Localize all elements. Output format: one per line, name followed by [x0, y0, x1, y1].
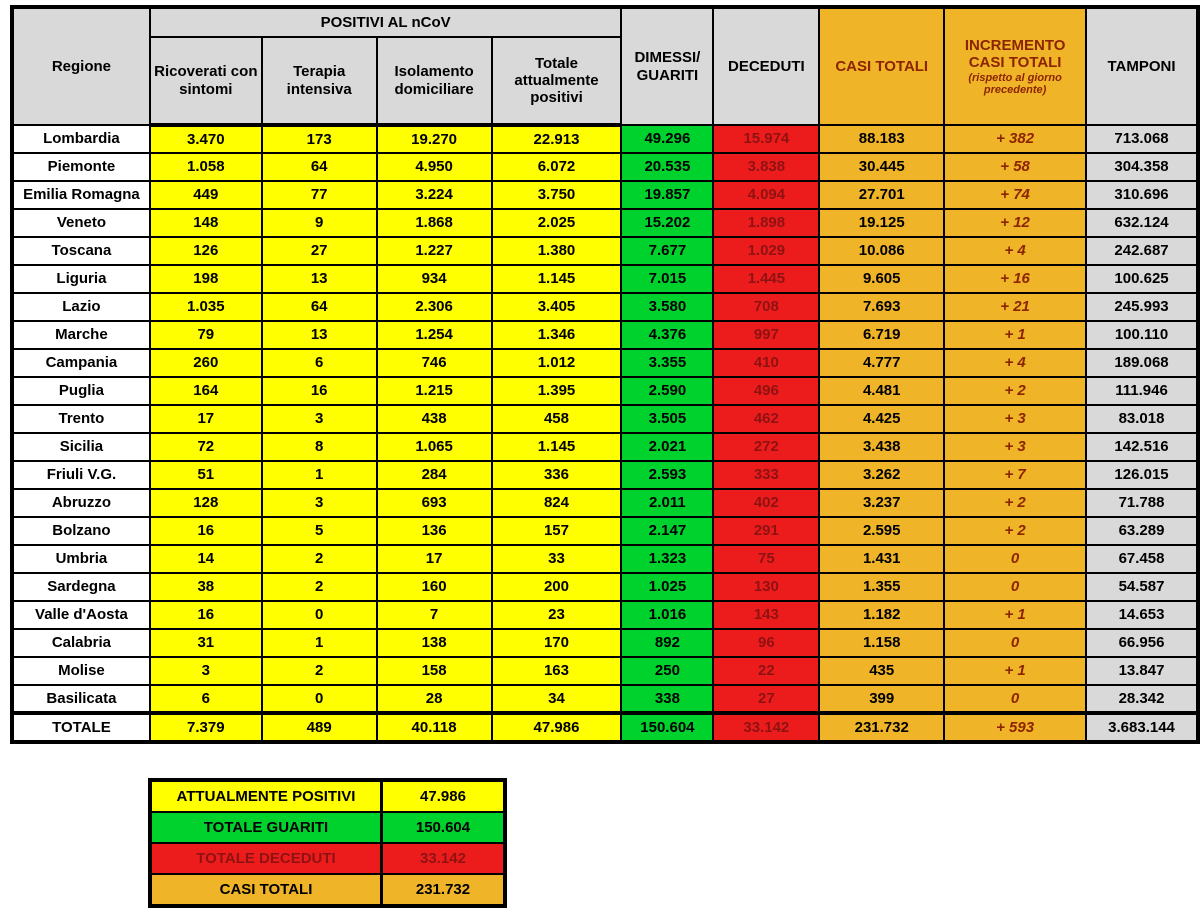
totale-positivi-cell: 6.072	[492, 153, 622, 181]
incremento-cell: + 4	[944, 237, 1086, 265]
totale-positivi-cell: 23	[492, 601, 622, 629]
casi-totali-cell: 4.481	[819, 377, 944, 405]
positivi-group-header: POSITIVI AL nCoV	[150, 7, 622, 37]
summary-value: 150.604	[382, 812, 506, 843]
deceduti-column-header: DECEDUTI	[713, 7, 819, 125]
ricoverati-cell: 1.035	[150, 293, 262, 321]
table-row	[12, 405, 1198, 433]
tamponi-column-header: TAMPONI	[1086, 7, 1198, 125]
incremento-cell: 0	[944, 629, 1086, 657]
isolamento-cell: 746	[377, 349, 492, 377]
tamponi-cell: 67.458	[1086, 545, 1198, 573]
tamponi-cell: 66.956	[1086, 629, 1198, 657]
dimessi-guariti-cell: 3.355	[621, 349, 713, 377]
region-name-cell: Marche	[12, 321, 150, 349]
casi-totali-cell: 1.158	[819, 629, 944, 657]
totale-positivi-cell: 458	[492, 405, 622, 433]
tamponi-cell: 245.993	[1086, 293, 1198, 321]
totale-positivi-cell: 47.986	[492, 713, 622, 742]
region-name-cell: Molise	[12, 657, 150, 685]
deceduti-cell: 272	[713, 433, 819, 461]
table-row	[12, 461, 1198, 489]
summary-label: CASI TOTALI	[150, 874, 382, 906]
deceduti-cell: 75	[713, 545, 819, 573]
incremento-cell: + 4	[944, 349, 1086, 377]
terapia-intensiva-cell: 6	[262, 349, 377, 377]
region-name-cell: Liguria	[12, 265, 150, 293]
regione-column-header: Regione	[12, 7, 150, 125]
deceduti-cell: 997	[713, 321, 819, 349]
casi-totali-cell: 1.355	[819, 573, 944, 601]
summary-table	[148, 778, 507, 908]
terapia-intensiva-cell: 64	[262, 293, 377, 321]
incremento-cell: + 12	[944, 209, 1086, 237]
terapia-intensiva-cell: 5	[262, 517, 377, 545]
casi-totali-cell: 3.237	[819, 489, 944, 517]
region-name-cell: Toscana	[12, 237, 150, 265]
table-row	[12, 545, 1198, 573]
terapia-intensiva-cell: 3	[262, 489, 377, 517]
casi-totali-cell: 435	[819, 657, 944, 685]
isolamento-cell: 3.224	[377, 181, 492, 209]
totale-positivi-cell: 157	[492, 517, 622, 545]
dimessi-guariti-cell: 2.147	[621, 517, 713, 545]
tamponi-cell: 142.516	[1086, 433, 1198, 461]
casi-totali-cell: 19.125	[819, 209, 944, 237]
ricoverati-subheader: Ricoverati con sintomi	[150, 37, 262, 125]
incremento-cell: + 382	[944, 125, 1086, 153]
deceduti-cell: 4.094	[713, 181, 819, 209]
ricoverati-cell: 126	[150, 237, 262, 265]
table-row	[12, 489, 1198, 517]
casi-totali-cell: 9.605	[819, 265, 944, 293]
dimessi-guariti-cell: 15.202	[621, 209, 713, 237]
terapia-intensiva-cell: 3	[262, 405, 377, 433]
deceduti-cell: 291	[713, 517, 819, 545]
terapia-intensiva-cell: 27	[262, 237, 377, 265]
summary-label: TOTALE GUARITI	[150, 812, 382, 843]
casi-totali-cell: 399	[819, 685, 944, 713]
isolamento-cell: 1.215	[377, 377, 492, 405]
terapia-intensiva-cell: 9	[262, 209, 377, 237]
isolamento-subheader: Isolamento domiciliare	[377, 37, 492, 125]
tamponi-cell: 13.847	[1086, 657, 1198, 685]
terapia-intensiva-cell: 64	[262, 153, 377, 181]
incremento-cell: + 3	[944, 433, 1086, 461]
terapia-intensiva-cell: 173	[262, 125, 377, 153]
deceduti-cell: 410	[713, 349, 819, 377]
isolamento-cell: 40.118	[377, 713, 492, 742]
deceduti-cell: 1.445	[713, 265, 819, 293]
totale-row	[12, 713, 1198, 742]
tamponi-cell: 111.946	[1086, 377, 1198, 405]
summary-value: 33.142	[382, 843, 506, 874]
incremento-cell: + 1	[944, 657, 1086, 685]
table-row	[12, 237, 1198, 265]
dimessi-guariti-cell: 2.590	[621, 377, 713, 405]
casi-totali-cell: 88.183	[819, 125, 944, 153]
tamponi-cell: 304.358	[1086, 153, 1198, 181]
tamponi-cell: 242.687	[1086, 237, 1198, 265]
isolamento-cell: 138	[377, 629, 492, 657]
dimessi-guariti-cell: 49.296	[621, 125, 713, 153]
totale-positivi-cell: 34	[492, 685, 622, 713]
incremento-cell: + 3	[944, 405, 1086, 433]
isolamento-cell: 934	[377, 265, 492, 293]
deceduti-cell: 708	[713, 293, 819, 321]
casi-totali-cell: 10.086	[819, 237, 944, 265]
summary-value: 231.732	[382, 874, 506, 906]
region-name-cell: Calabria	[12, 629, 150, 657]
isolamento-cell: 160	[377, 573, 492, 601]
tamponi-cell: 63.289	[1086, 517, 1198, 545]
isolamento-cell: 17	[377, 545, 492, 573]
totale-positivi-cell: 824	[492, 489, 622, 517]
casi-totali-cell: 6.719	[819, 321, 944, 349]
incremento-cell: + 74	[944, 181, 1086, 209]
ricoverati-cell: 72	[150, 433, 262, 461]
tamponi-cell: 632.124	[1086, 209, 1198, 237]
isolamento-cell: 136	[377, 517, 492, 545]
tamponi-cell: 71.788	[1086, 489, 1198, 517]
region-name-cell: Lombardia	[12, 125, 150, 153]
ricoverati-cell: 14	[150, 545, 262, 573]
tamponi-cell: 126.015	[1086, 461, 1198, 489]
isolamento-cell: 1.227	[377, 237, 492, 265]
incremento-cell: 0	[944, 685, 1086, 713]
tamponi-cell: 14.653	[1086, 601, 1198, 629]
ricoverati-cell: 17	[150, 405, 262, 433]
region-name-cell: TOTALE	[12, 713, 150, 742]
ricoverati-cell: 3.470	[150, 125, 262, 153]
dimessi-guariti-cell: 4.376	[621, 321, 713, 349]
table-row	[12, 517, 1198, 545]
table-row	[12, 321, 1198, 349]
dimessi-guariti-cell: 250	[621, 657, 713, 685]
dimessi-guariti-cell: 3.580	[621, 293, 713, 321]
terapia-intensiva-cell: 8	[262, 433, 377, 461]
incremento-cell: + 7	[944, 461, 1086, 489]
table-row	[12, 125, 1198, 153]
totale-positivi-subheader: Totale attualmente positivi	[492, 37, 622, 125]
incremento-cell: + 593	[944, 713, 1086, 742]
isolamento-cell: 4.950	[377, 153, 492, 181]
isolamento-cell: 19.270	[377, 125, 492, 153]
terapia-intensiva-cell: 13	[262, 265, 377, 293]
totale-positivi-cell: 200	[492, 573, 622, 601]
casi-totali-cell: 1.182	[819, 601, 944, 629]
ricoverati-cell: 449	[150, 181, 262, 209]
table-row	[12, 629, 1198, 657]
casi-totali-cell: 30.445	[819, 153, 944, 181]
totale-positivi-cell: 1.346	[492, 321, 622, 349]
table-row	[12, 377, 1198, 405]
terapia-intensiva-cell: 16	[262, 377, 377, 405]
totale-positivi-cell: 1.395	[492, 377, 622, 405]
tamponi-cell: 100.625	[1086, 265, 1198, 293]
isolamento-cell: 1.065	[377, 433, 492, 461]
deceduti-cell: 402	[713, 489, 819, 517]
dimessi-guariti-cell: 892	[621, 629, 713, 657]
isolamento-cell: 2.306	[377, 293, 492, 321]
terapia-intensiva-cell: 13	[262, 321, 377, 349]
dimessi-guariti-cell: 20.535	[621, 153, 713, 181]
totale-positivi-cell: 33	[492, 545, 622, 573]
deceduti-cell: 3.838	[713, 153, 819, 181]
casi-totali-cell: 7.693	[819, 293, 944, 321]
dimessi-guariti-cell: 7.015	[621, 265, 713, 293]
incremento-cell: 0	[944, 545, 1086, 573]
isolamento-cell: 1.868	[377, 209, 492, 237]
isolamento-cell: 7	[377, 601, 492, 629]
tamponi-cell: 3.683.144	[1086, 713, 1198, 742]
dimessi-guariti-cell: 3.505	[621, 405, 713, 433]
region-name-cell: Sardegna	[12, 573, 150, 601]
table-row	[12, 573, 1198, 601]
ricoverati-cell: 128	[150, 489, 262, 517]
region-name-cell: Piemonte	[12, 153, 150, 181]
ricoverati-cell: 164	[150, 377, 262, 405]
page	[0, 5, 1200, 905]
incremento-cell: + 2	[944, 517, 1086, 545]
table-row	[12, 433, 1198, 461]
terapia-intensiva-cell: 1	[262, 629, 377, 657]
dimessi-guariti-cell: 338	[621, 685, 713, 713]
dimessi-guariti-cell: 7.677	[621, 237, 713, 265]
tamponi-cell: 713.068	[1086, 125, 1198, 153]
deceduti-cell: 96	[713, 629, 819, 657]
table-row	[12, 293, 1198, 321]
incremento-column-header	[944, 7, 1086, 125]
table-row	[12, 601, 1198, 629]
tamponi-cell: 189.068	[1086, 349, 1198, 377]
deceduti-cell: 27	[713, 685, 819, 713]
isolamento-cell: 438	[377, 405, 492, 433]
summary-value: 47.986	[382, 780, 506, 812]
deceduti-cell: 333	[713, 461, 819, 489]
region-name-cell: Abruzzo	[12, 489, 150, 517]
region-name-cell: Sicilia	[12, 433, 150, 461]
totale-positivi-cell: 1.012	[492, 349, 622, 377]
ricoverati-cell: 79	[150, 321, 262, 349]
region-name-cell: Basilicata	[12, 685, 150, 713]
tamponi-cell: 83.018	[1086, 405, 1198, 433]
dimessi-guariti-cell: 150.604	[621, 713, 713, 742]
ricoverati-cell: 51	[150, 461, 262, 489]
terapia-intensiva-cell: 77	[262, 181, 377, 209]
region-name-cell: Puglia	[12, 377, 150, 405]
casi-totali-cell: 4.425	[819, 405, 944, 433]
ricoverati-cell: 148	[150, 209, 262, 237]
casi-totali-cell: 1.431	[819, 545, 944, 573]
table-row	[12, 685, 1198, 713]
region-name-cell: Campania	[12, 349, 150, 377]
table-row	[12, 349, 1198, 377]
incremento-cell: + 16	[944, 265, 1086, 293]
ricoverati-cell: 1.058	[150, 153, 262, 181]
isolamento-cell: 284	[377, 461, 492, 489]
incremento-header-title: INCREMENTO CASI TOTALI	[964, 36, 1066, 71]
terapia-intensiva-subheader: Terapia intensiva	[262, 37, 377, 125]
totale-positivi-cell: 336	[492, 461, 622, 489]
dimessi-guariti-cell: 2.021	[621, 433, 713, 461]
totale-positivi-cell: 1.145	[492, 265, 622, 293]
terapia-intensiva-cell: 2	[262, 573, 377, 601]
tamponi-cell: 54.587	[1086, 573, 1198, 601]
region-name-cell: Friuli V.G.	[12, 461, 150, 489]
dimessi-guariti-cell: 1.323	[621, 545, 713, 573]
summary-row-totale-guariti	[150, 812, 505, 843]
ricoverati-cell: 3	[150, 657, 262, 685]
casi-totali-column-header: CASI TOTALI	[819, 7, 944, 125]
terapia-intensiva-cell: 0	[262, 601, 377, 629]
deceduti-cell: 1.898	[713, 209, 819, 237]
incremento-cell: + 2	[944, 377, 1086, 405]
incremento-cell: + 58	[944, 153, 1086, 181]
incremento-cell: + 1	[944, 601, 1086, 629]
terapia-intensiva-cell: 1	[262, 461, 377, 489]
region-name-cell: Veneto	[12, 209, 150, 237]
deceduti-cell: 143	[713, 601, 819, 629]
casi-totali-cell: 4.777	[819, 349, 944, 377]
isolamento-cell: 158	[377, 657, 492, 685]
region-name-cell: Valle d'Aosta	[12, 601, 150, 629]
ricoverati-cell: 16	[150, 517, 262, 545]
tamponi-cell: 28.342	[1086, 685, 1198, 713]
incremento-header-note: (rispetto al giorno precedente)	[968, 72, 1062, 97]
ricoverati-cell: 198	[150, 265, 262, 293]
deceduti-cell: 33.142	[713, 713, 819, 742]
summary-label: ATTUALMENTE POSITIVI	[150, 780, 382, 812]
terapia-intensiva-cell: 0	[262, 685, 377, 713]
covid-region-table	[10, 5, 1200, 744]
dimessi-guariti-cell: 1.016	[621, 601, 713, 629]
totale-positivi-cell: 3.750	[492, 181, 622, 209]
incremento-cell: + 1	[944, 321, 1086, 349]
totale-positivi-cell: 22.913	[492, 125, 622, 153]
table-row	[12, 657, 1198, 685]
isolamento-cell: 693	[377, 489, 492, 517]
dimessi-guariti-cell: 2.011	[621, 489, 713, 517]
ricoverati-cell: 7.379	[150, 713, 262, 742]
table-row	[12, 153, 1198, 181]
table-row	[12, 265, 1198, 293]
casi-totali-cell: 3.438	[819, 433, 944, 461]
casi-totali-cell: 27.701	[819, 181, 944, 209]
ricoverati-cell: 16	[150, 601, 262, 629]
deceduti-cell: 15.974	[713, 125, 819, 153]
summary-row-attualmente-positivi	[150, 780, 505, 812]
isolamento-cell: 1.254	[377, 321, 492, 349]
summary-label: TOTALE DECEDUTI	[150, 843, 382, 874]
casi-totali-cell: 2.595	[819, 517, 944, 545]
totale-positivi-cell: 2.025	[492, 209, 622, 237]
totale-positivi-cell: 163	[492, 657, 622, 685]
terapia-intensiva-cell: 2	[262, 545, 377, 573]
incremento-cell: 0	[944, 573, 1086, 601]
dimessi-guariti-cell: 1.025	[621, 573, 713, 601]
totale-positivi-cell: 1.380	[492, 237, 622, 265]
region-name-cell: Emilia Romagna	[12, 181, 150, 209]
summary-row-casi-totali	[150, 874, 505, 906]
table-row	[12, 209, 1198, 237]
dimessi-guariti-column-header: DIMESSI/ GUARITI	[621, 7, 713, 125]
region-rows	[12, 125, 1198, 742]
ricoverati-cell: 6	[150, 685, 262, 713]
dimessi-guariti-cell: 2.593	[621, 461, 713, 489]
deceduti-cell: 496	[713, 377, 819, 405]
incremento-cell: + 2	[944, 489, 1086, 517]
ricoverati-cell: 260	[150, 349, 262, 377]
deceduti-cell: 22	[713, 657, 819, 685]
incremento-cell: + 21	[944, 293, 1086, 321]
region-name-cell: Umbria	[12, 545, 150, 573]
tamponi-cell: 100.110	[1086, 321, 1198, 349]
casi-totali-cell: 231.732	[819, 713, 944, 742]
isolamento-cell: 28	[377, 685, 492, 713]
deceduti-cell: 130	[713, 573, 819, 601]
casi-totali-cell: 3.262	[819, 461, 944, 489]
table-row	[12, 181, 1198, 209]
region-name-cell: Trento	[12, 405, 150, 433]
summary-row-totale-deceduti	[150, 843, 505, 874]
terapia-intensiva-cell: 489	[262, 713, 377, 742]
terapia-intensiva-cell: 2	[262, 657, 377, 685]
dimessi-guariti-cell: 19.857	[621, 181, 713, 209]
deceduti-cell: 462	[713, 405, 819, 433]
totale-positivi-cell: 1.145	[492, 433, 622, 461]
deceduti-cell: 1.029	[713, 237, 819, 265]
region-name-cell: Lazio	[12, 293, 150, 321]
ricoverati-cell: 31	[150, 629, 262, 657]
ricoverati-cell: 38	[150, 573, 262, 601]
tamponi-cell: 310.696	[1086, 181, 1198, 209]
totale-positivi-cell: 3.405	[492, 293, 622, 321]
region-name-cell: Bolzano	[12, 517, 150, 545]
totale-positivi-cell: 170	[492, 629, 622, 657]
